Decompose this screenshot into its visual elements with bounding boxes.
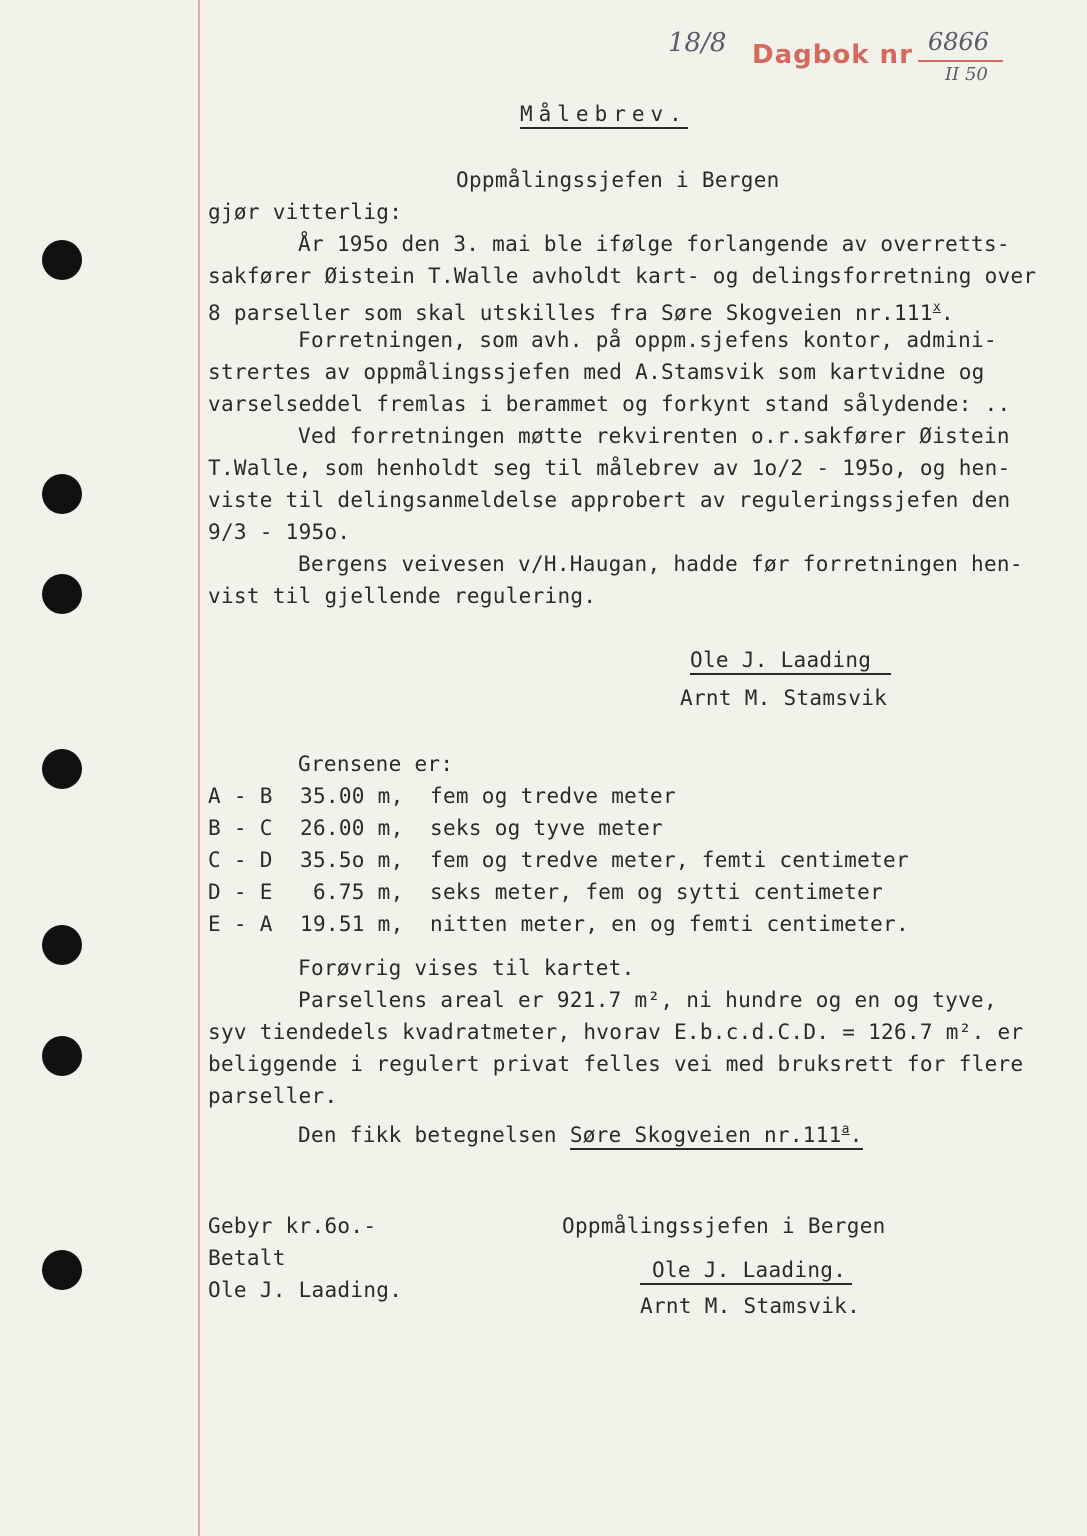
designation-text: Søre Skogveien nr.111 xyxy=(569,1123,842,1147)
issuer-line: Oppmålingssjefen i Bergen xyxy=(456,168,780,192)
fraction-line xyxy=(918,60,1003,62)
punch-hole xyxy=(42,1250,82,1290)
body-line: T.Walle, som henholdt seg til målebrev av 1o/2 - 195o, og hen- xyxy=(208,456,1011,480)
boundary-segment: A - B xyxy=(208,784,273,808)
body-line: 8 parseller som skal utskilles fra Søre Skogveien nr.111$^x$. xyxy=(208,300,954,325)
designation-name: Søre Skogveien nr.111$^a$. xyxy=(570,1123,863,1150)
handwritten-number: 6866 xyxy=(928,28,990,56)
signature-name: Arnt M. Stamsvik xyxy=(680,686,888,710)
designation-prefix: Den fikk betegnelsen xyxy=(298,1123,570,1147)
body-line: viste til delingsanmeldelse approbert av reguleringssjefen den xyxy=(208,488,1011,512)
boundary-segment: B - C xyxy=(208,816,273,840)
body-line: varselseddel fremlas i berammet og forkynt stand sålydende: .. xyxy=(208,392,1011,416)
boundary-words: seks meter, fem og sytti centimeter xyxy=(430,880,884,904)
boundary-words: fem og tredve meter, femti centimeter xyxy=(430,848,909,872)
closing-line: Parsellens areal er 921.7 m², ni hundre og en og tyve, xyxy=(298,988,997,1012)
boundary-words: nitten meter, en og femti centimeter. xyxy=(430,912,909,936)
signature-name: Ole J. Laading. xyxy=(640,1258,852,1285)
boundary-segment: E - A xyxy=(208,912,273,936)
punch-hole xyxy=(42,925,82,965)
boundaries-heading: Grensene er: xyxy=(298,752,454,776)
signature-name: Ole J. Laading xyxy=(690,648,891,675)
boundary-length: 35.5o m, xyxy=(300,848,404,872)
body-line: sakfører Øistein T.Walle avholdt kart- og delingsforretning over xyxy=(208,264,1037,288)
closing-line: Forøvrig vises til kartet. xyxy=(298,956,635,980)
handwritten-date: 18/8 xyxy=(668,28,727,58)
boundary-length: 6.75 m, xyxy=(300,880,404,904)
page-title: Målebrev. xyxy=(520,102,688,129)
superscript-x: x xyxy=(932,300,941,315)
superscript-a: a xyxy=(841,1122,850,1137)
fee-line: Ole J. Laading. xyxy=(208,1278,403,1302)
signature-title: Oppmålingssjefen i Bergen xyxy=(562,1214,886,1238)
handwritten-year: II 50 xyxy=(945,64,988,85)
boundary-segment: D - E xyxy=(208,880,273,904)
boundary-words: seks og tyve meter xyxy=(430,816,663,840)
punch-hole xyxy=(42,1036,82,1076)
body-line: Ved forretningen møtte rekvirenten o.r.sakfører Øistein xyxy=(298,424,1010,448)
dagbok-stamp: Dagbok nr xyxy=(752,40,913,70)
body-line-text: 8 parseller som skal utskilles fra Søre Skogveien nr.111 xyxy=(208,301,933,325)
margin-line xyxy=(198,0,200,1536)
body-line: Bergens veivesen v/H.Haugan, hadde før forretningen hen- xyxy=(298,552,1023,576)
punch-hole xyxy=(42,474,82,514)
closing-line: beliggende i regulert privat felles vei med bruksrett for flere xyxy=(208,1052,1024,1076)
boundary-length: 35.00 m, xyxy=(300,784,404,808)
punch-hole xyxy=(42,749,82,789)
fee-line: Betalt xyxy=(208,1246,286,1270)
body-line: Forretningen, som avh. på oppm.sjefens kontor, admini- xyxy=(298,328,997,352)
boundary-length: 19.51 m, xyxy=(300,912,404,936)
closing-line: parseller. xyxy=(208,1084,338,1108)
closing-line: syv tiendedels kvadratmeter, hvorav E.b.c.d.C.D. = 126.7 m². er xyxy=(208,1020,1024,1044)
body-line: År 195o den 3. mai ble ifølge forlangende av overretts- xyxy=(298,232,1010,256)
closing-line xyxy=(298,1118,863,1147)
fee-line: Gebyr kr.6o.- xyxy=(208,1214,377,1238)
body-line: strertes av oppmålingssjefen med A.Stamsvik som kartvidne og xyxy=(208,360,985,384)
boundary-words: fem og tredve meter xyxy=(430,784,676,808)
punch-hole xyxy=(42,574,82,614)
signature-name: Arnt M. Stamsvik. xyxy=(640,1294,861,1318)
punch-hole xyxy=(42,240,82,280)
body-line: gjør vitterlig: xyxy=(208,200,403,224)
body-line: vist til gjellende regulering. xyxy=(208,584,597,608)
body-line: 9/3 - 195o. xyxy=(208,520,351,544)
boundary-segment: C - D xyxy=(208,848,273,872)
boundary-length: 26.00 m, xyxy=(300,816,404,840)
